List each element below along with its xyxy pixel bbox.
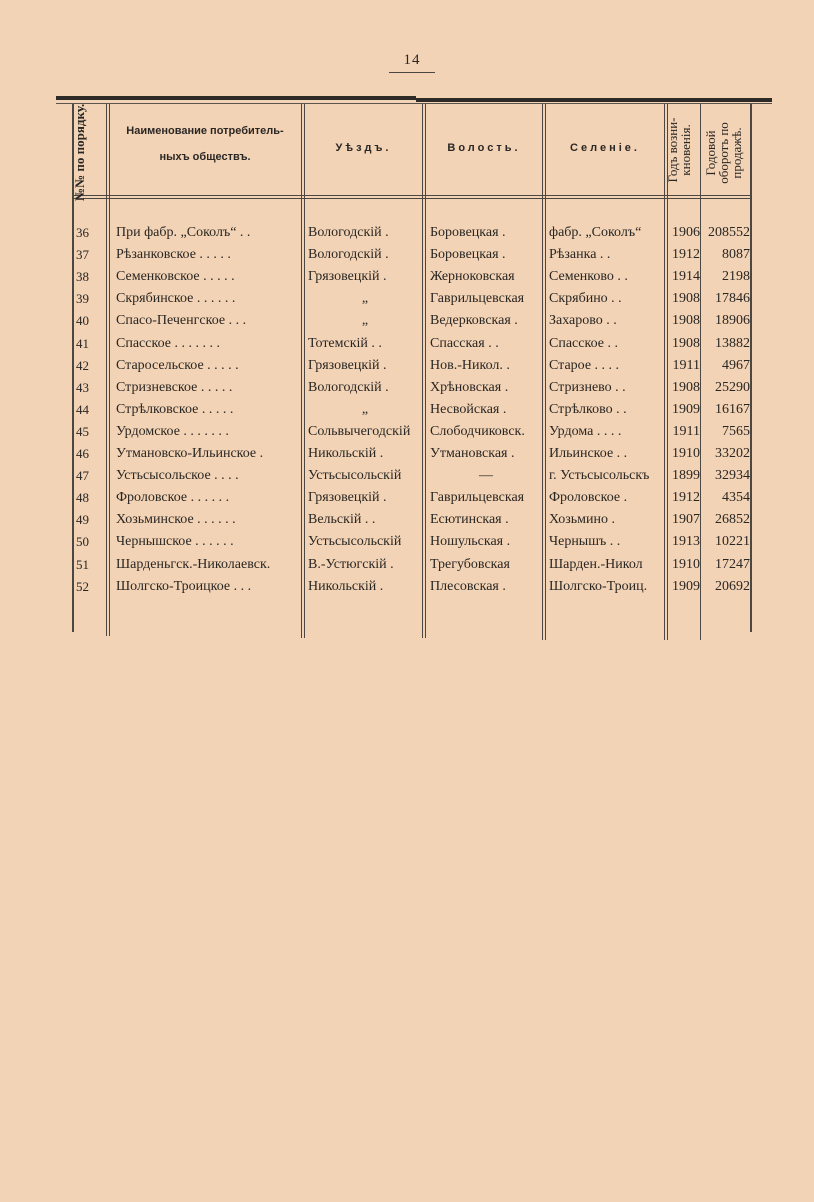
cell-num: 44	[76, 401, 89, 417]
cell-year: 1899	[672, 468, 700, 484]
page-number: 14	[389, 52, 435, 73]
table-row	[0, 554, 814, 576]
cell-turnover: 25290	[715, 379, 750, 395]
cell-uezd: Тотемскій . .	[308, 335, 382, 351]
table-row	[0, 266, 814, 288]
cell-num: 38	[76, 269, 89, 285]
cell-uezd: Никольскій .	[308, 578, 384, 594]
cell-name: Устьсысольское . . . .	[116, 468, 239, 484]
table-row	[0, 333, 814, 355]
cell-name: Стризневское . . . . .	[116, 379, 233, 395]
header-name-line2: ныхъ обществъ.	[159, 151, 251, 163]
cell-num: 51	[76, 556, 89, 572]
cell-uezd: Вологодскій .	[308, 225, 389, 240]
table-row	[0, 355, 814, 377]
cell-selenie: Рѣзанка . .	[549, 247, 611, 263]
cell-name: Спасо-Печенгское . . .	[116, 313, 247, 329]
cell-selenie: Спасское . .	[549, 335, 618, 351]
cell-volost: Гаврильцевская	[430, 291, 525, 307]
cell-year: 1914	[672, 269, 700, 285]
cell-selenie: Захарово . .	[549, 313, 617, 329]
cell-turnover: 8087	[722, 247, 750, 263]
cell-year: 1910	[672, 556, 700, 572]
table-row	[0, 310, 814, 332]
cell-year: 1912	[672, 490, 700, 506]
cell-turnover: 208552	[708, 225, 750, 240]
header-uezd: Уѣздъ.	[335, 142, 392, 154]
cell-volost: Спасская . .	[430, 335, 499, 351]
cell-volost: Есютинская .	[430, 512, 509, 528]
cell-volost: Нов.-Никол. .	[430, 357, 510, 373]
cell-uezd: В.-Устюгскій .	[308, 556, 394, 572]
cell-turnover: 26852	[715, 512, 750, 528]
cell-volost: Плесовская .	[430, 578, 506, 594]
cell-num: 39	[76, 291, 89, 307]
cell-volost: —	[479, 468, 493, 484]
cell-volost: Утмановская .	[430, 446, 515, 461]
cell-turnover: 33202	[715, 446, 750, 461]
cell-name: При фабр. „Соколъ“ . .	[116, 225, 251, 240]
cell-num: 36	[76, 225, 89, 240]
cell-name: Чернышское . . . . . .	[116, 534, 234, 550]
table-row	[0, 443, 814, 465]
cell-year: 1907	[672, 512, 700, 528]
cell-year: 1908	[672, 335, 700, 351]
cell-selenie: Урдома . . . .	[549, 423, 622, 439]
table-row	[0, 576, 814, 598]
table-row	[0, 531, 814, 553]
cell-volost: Гаврильцевская	[430, 490, 525, 506]
cell-year: 1911	[672, 423, 700, 439]
cell-year: 1913	[672, 534, 700, 550]
cell-num: 46	[76, 446, 89, 461]
cell-selenie: Стризнево . .	[549, 379, 626, 395]
cell-selenie: Чернышъ . .	[549, 534, 621, 550]
cell-turnover: 17247	[715, 556, 750, 572]
cell-name: Шарденьгск.-Николаевск.	[116, 556, 271, 572]
header-turnover: Годовой оборотъ по продажѣ.	[703, 122, 744, 184]
cell-turnover: 4354	[722, 490, 750, 506]
cell-uezd: Вологодскій .	[308, 247, 389, 263]
cell-uezd: Грязовецкій .	[308, 269, 387, 285]
table-row	[0, 399, 814, 421]
header-name-line1: Наименование потребитель-	[126, 125, 284, 137]
cell-uezd: „	[361, 291, 369, 307]
cell-turnover: 16167	[715, 401, 750, 417]
table-row	[0, 244, 814, 266]
header-selenie: Селеніе.	[570, 142, 640, 154]
cell-uezd: Никольскій .	[308, 446, 384, 461]
cell-year: 1906	[672, 225, 700, 240]
cell-year: 1909	[672, 578, 700, 594]
cell-year: 1908	[672, 379, 700, 395]
cell-turnover: 10221	[715, 534, 750, 550]
cell-num: 45	[76, 423, 89, 439]
cell-num: 43	[76, 379, 89, 395]
cell-selenie: Стрѣлково . .	[549, 401, 627, 417]
table-row	[0, 421, 814, 443]
cell-selenie: фабр. „Соколъ“	[549, 225, 642, 240]
cell-selenie: Скрябино . .	[549, 291, 622, 307]
cell-selenie: Ильинское . .	[549, 446, 628, 461]
cell-uezd: Сольвычегодскій	[308, 423, 411, 439]
cell-num: 48	[76, 490, 89, 506]
cell-year: 1910	[672, 446, 700, 461]
cell-num: 50	[76, 534, 89, 550]
cell-volost: Хрѣновская .	[430, 379, 509, 395]
cell-uezd: Вологодскій .	[308, 379, 389, 395]
cell-volost: Ведерковская .	[430, 313, 518, 329]
cell-uezd: Устьсысольскій	[308, 534, 402, 550]
cell-year: 1911	[672, 357, 700, 373]
cell-uezd: Грязовецкій .	[308, 490, 387, 506]
header-num: №№ по порядку.	[72, 103, 87, 201]
cell-name: Шолгско-Троицкое . . .	[116, 578, 252, 594]
cell-turnover: 32934	[715, 468, 750, 484]
cell-uezd: Грязовецкій .	[308, 357, 387, 373]
top-rule	[416, 98, 772, 102]
cell-num: 37	[76, 247, 89, 263]
cell-volost: Несвойская .	[430, 401, 507, 417]
cell-selenie: Фроловское .	[549, 490, 628, 506]
cell-num: 49	[76, 512, 89, 528]
cell-uezd: „	[361, 401, 369, 417]
cell-turnover: 7565	[722, 423, 750, 439]
cell-num: 41	[76, 335, 89, 351]
cell-num: 42	[76, 357, 89, 373]
cell-turnover: 4967	[722, 357, 750, 373]
header-volost: Волость.	[447, 142, 521, 154]
top-rule	[56, 96, 416, 100]
cell-name: Урдомское . . . . . . .	[116, 423, 229, 439]
cell-name: Стрѣлковское . . . . .	[116, 401, 234, 417]
cell-turnover: 20692	[715, 578, 750, 594]
table-row	[0, 465, 814, 487]
cell-uezd: Устьсысольскій	[308, 468, 402, 484]
cell-volost: Трегубовская	[430, 556, 510, 572]
table-row	[0, 288, 814, 310]
header-rule	[72, 198, 752, 199]
cell-volost: Жерноковская	[430, 269, 515, 285]
cell-selenie: Семенково . .	[549, 269, 628, 285]
cell-name: Фроловское . . . . . .	[116, 490, 230, 506]
cell-selenie: Шарден.-Никол	[549, 556, 643, 572]
cell-volost: Боровецкая .	[430, 247, 506, 263]
cell-name: Хозьминское . . . . . .	[116, 512, 236, 528]
cell-num: 52	[76, 578, 89, 594]
cell-num: 40	[76, 313, 89, 329]
cell-volost: Боровецкая .	[430, 225, 506, 240]
cell-turnover: 13882	[715, 335, 750, 351]
cell-name: Рѣзанковское . . . . .	[116, 247, 231, 263]
header-name	[110, 125, 300, 163]
cell-name: Скрябинское . . . . . .	[116, 291, 236, 307]
cell-turnover: 17846	[715, 291, 750, 307]
cell-turnover: 2198	[722, 269, 750, 285]
cell-selenie: Шолгско-Троиц.	[549, 578, 648, 594]
header-rule	[72, 195, 752, 196]
table-row	[0, 509, 814, 531]
cell-name: Старосельское . . . . .	[116, 357, 239, 373]
cell-selenie: г. Устьсысольскъ	[549, 468, 650, 484]
cell-num: 47	[76, 468, 89, 484]
cell-volost: Ношульская .	[430, 534, 511, 550]
table-row	[0, 377, 814, 399]
table-row	[0, 222, 814, 244]
cell-uezd: Вельскій . .	[308, 512, 376, 528]
cell-uezd: „	[361, 313, 369, 329]
cell-selenie: Старое . . . .	[549, 357, 620, 373]
cell-year: 1912	[672, 247, 700, 263]
cell-name: Спасское . . . . . . .	[116, 335, 220, 351]
table-row	[0, 487, 814, 509]
cell-volost: Слободчиковск.	[430, 423, 525, 439]
cell-year: 1909	[672, 401, 700, 417]
cell-year: 1908	[672, 291, 700, 307]
cell-selenie: Хозьмино .	[549, 512, 615, 528]
cell-name: Утмановско-Ильинское .	[116, 446, 264, 461]
cell-turnover: 18906	[715, 313, 750, 329]
header-year: Годъ возни-кновенія.	[665, 117, 693, 183]
cell-name: Семенковское . . . . .	[116, 269, 235, 285]
cell-year: 1908	[672, 313, 700, 329]
